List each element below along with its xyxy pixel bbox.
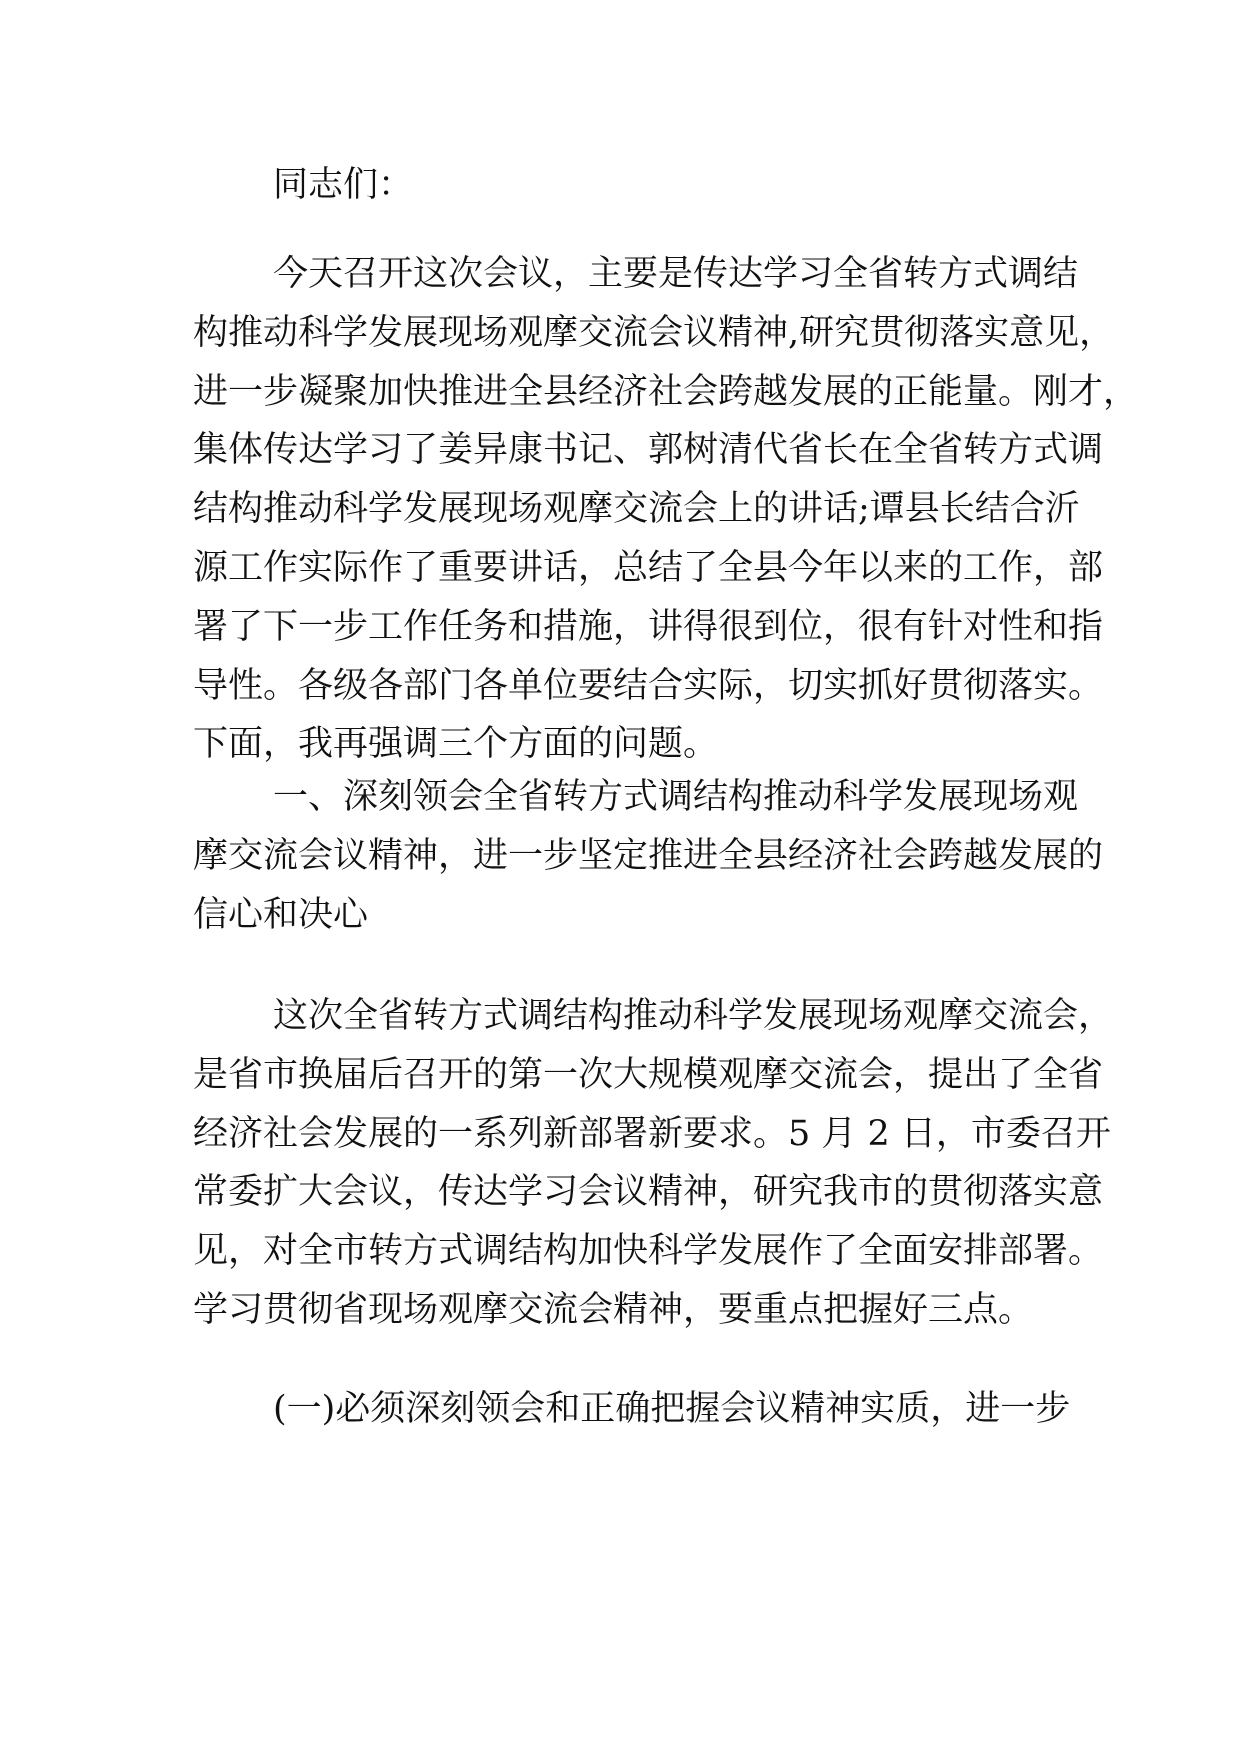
paragraph-line: 集体传达学习了姜异康书记、郭树清代省长在全省转方式调 xyxy=(193,430,1104,471)
subsection-one xyxy=(193,1380,1071,1439)
paragraph-intro xyxy=(193,245,1139,774)
paragraph-line: 这次全省转方式调结构推动科学发展现场观摩交流会， xyxy=(273,996,1114,1036)
paragraph-line: 是省市换届后召开的第一次大规模观摩交流会，提出了全省 xyxy=(193,1054,1104,1095)
paragraph-line: 结构推动科学发展现场观摩交流会上的讲话;谭县长结合沂 xyxy=(193,489,1080,530)
paragraph-line: 署了下一步工作任务和措施，讲得很到位，很有针对性和指 xyxy=(193,606,1104,647)
greeting xyxy=(193,156,1053,215)
paragraph-line: 今天召开这次会议，主要是传达学习全省转方式调结 xyxy=(273,254,1079,294)
subsection-line: (一)必须深刻领会和正确把握会议精神实质，进一步 xyxy=(273,1389,1071,1429)
paragraph-body-one xyxy=(193,987,1114,1340)
heading-line: 信心和决心 xyxy=(193,894,369,935)
paragraph-line: 下面，我再强调三个方面的问题。 xyxy=(193,724,719,765)
section-heading-one xyxy=(193,768,1104,944)
paragraph-line: 进一步凝聚加快推进全县经济社会跨越发展的正能量。刚才， xyxy=(193,371,1139,412)
paragraph-line: 构推动科学发展现场观摩交流会议精神,研究贯彻落实意见， xyxy=(193,312,1115,353)
paragraph-line: 源工作实际作了重要讲话，总结了全县今年以来的工作，部 xyxy=(193,547,1104,588)
paragraph-line: 学习贯彻省现场观摩交流会精神，要重点把握好三点。 xyxy=(193,1289,1034,1330)
paragraph-line: 经济社会发展的一系列新部署新要求。5 月 2 日，市委召开 xyxy=(193,1113,1111,1154)
heading-line: 摩交流会议精神，进一步坚定推进全县经济社会跨越发展的 xyxy=(193,835,1104,876)
heading-line: 一、深刻领会全省转方式调结构推动科学发展现场观 xyxy=(273,777,1079,817)
paragraph-line: 见，对全市转方式调结构加快科学发展作了全面安排部署。 xyxy=(193,1231,1104,1272)
greeting-line: 同志们： xyxy=(273,165,414,205)
paragraph-line: 导性。各级各部门各单位要结合实际，切实抓好贯彻落实。 xyxy=(193,665,1104,706)
paragraph-line: 常委扩大会议，传达学习会议精神，研究我市的贯彻落实意 xyxy=(193,1172,1104,1213)
